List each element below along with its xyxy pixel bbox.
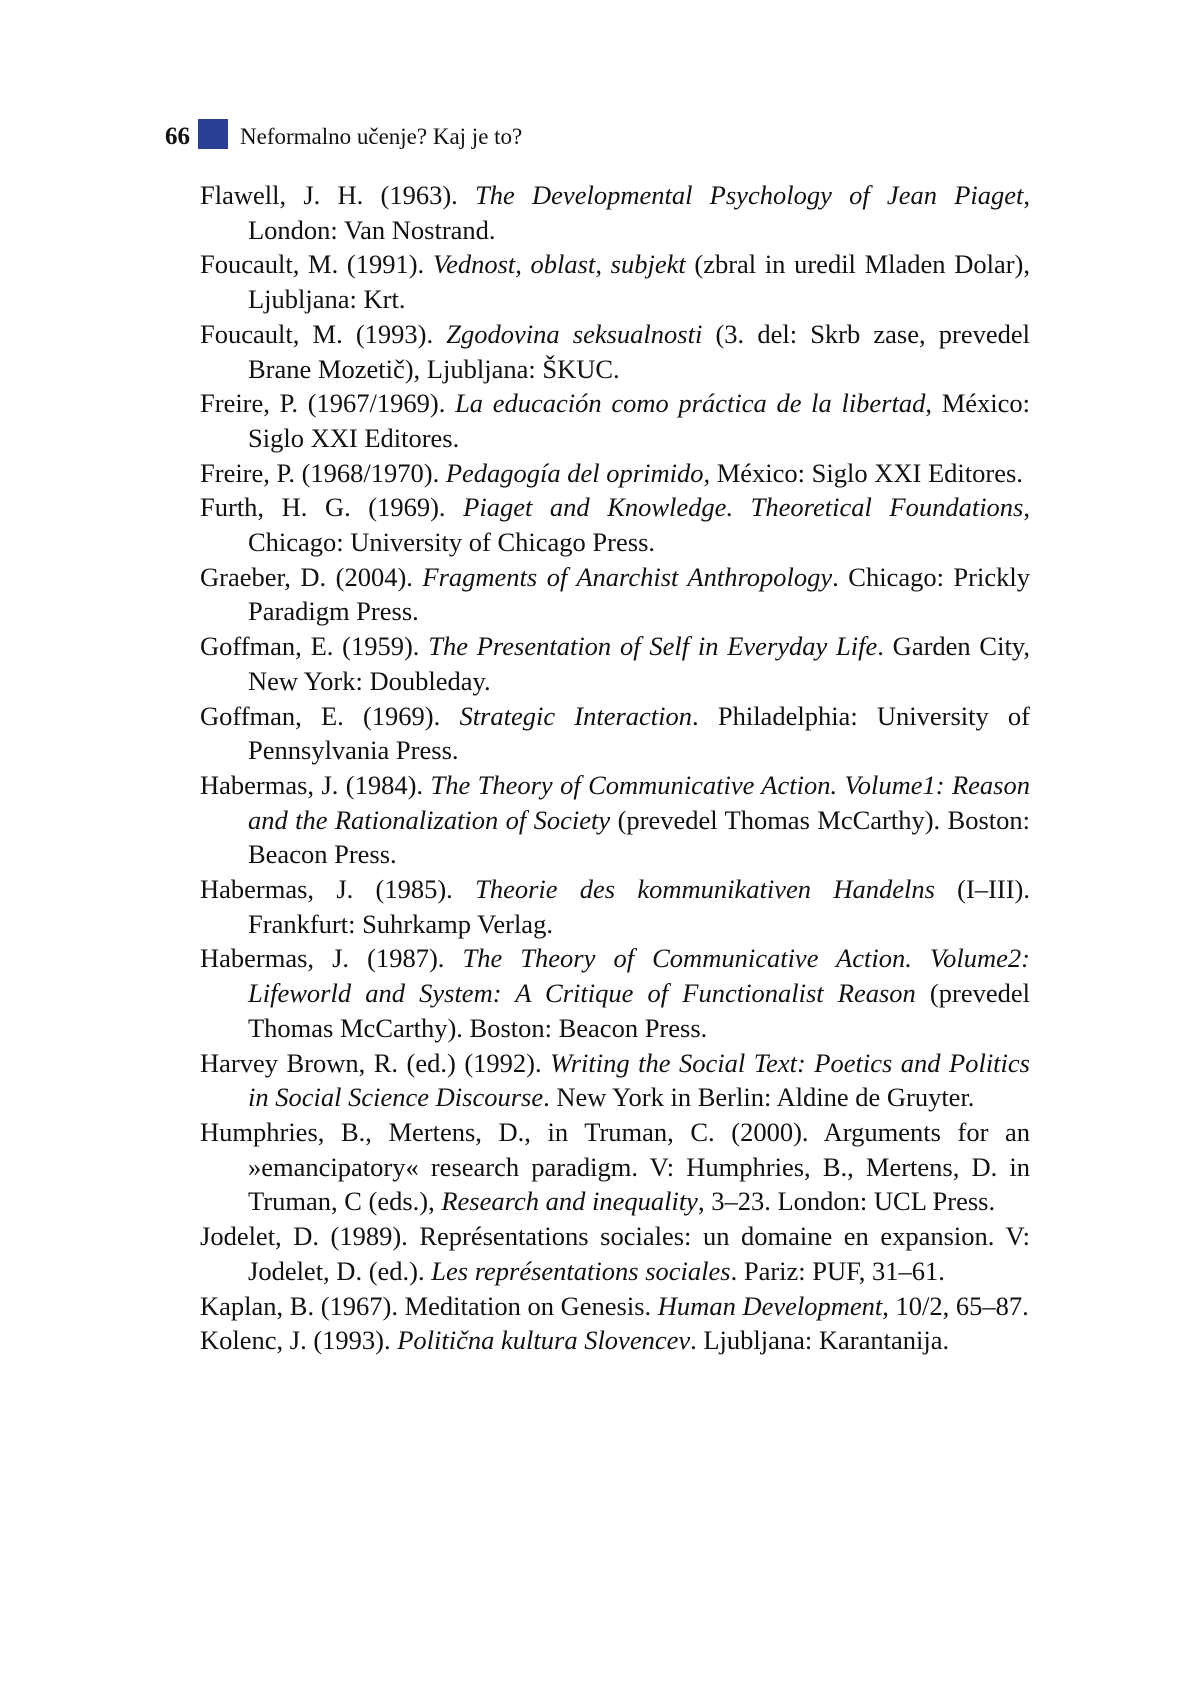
reference-entry: Habermas, J. (1984). The Theory of Communicative Action. Volume1: Reason and the Rationalization of Society (prevedel Thomas McCarthy). Boston: Beacon Press. bbox=[200, 769, 1030, 870]
reference-entry: Graeber, D. (2004). Fragments of Anarchist Anthropology. Chicago: Prickly Paradigm Press. bbox=[200, 561, 1030, 627]
reference-entry: Freire, P. (1967/1969). La educación como práctica de la libertad, México: Siglo XXI Editores. bbox=[200, 388, 1031, 453]
reference-entry: Kolenc, J. (1993). Politična kultura Slovencev. Ljubljana: Karantanija. bbox=[200, 1325, 950, 1356]
reference-entry: Goffman, E. (1969). Strategic Interaction. Philadelphia: University of Pennsylvania Press. bbox=[200, 700, 1030, 766]
reference-entry: Habermas, J. (1985). Theorie des kommunikativen Handelns (I–III). Frankfurt: Suhrkamp Verlag. bbox=[200, 874, 1031, 939]
reference-entry: Flawell, J. H. (1963). The Developmental Psychology of Jean Piaget, London: Van Nostrand. bbox=[200, 180, 1030, 245]
reference-entry: Habermas, J. (1987). The Theory of Communicative Action. Volume2: Lifeworld and System: A Critique of Functionalist Reason (prevedel Thomas McCarthy). Boston: Beacon Press. bbox=[200, 943, 1031, 1043]
reference-entry: Freire, P. (1968/1970). Pedagogía del oprimido, México: Siglo XXI Editores. bbox=[200, 457, 1023, 488]
reference-entry: Jodelet, D. (1989). Représentations sociales: un domaine en expansion. V: Jodelet, D. (ed.). Les représentations sociales. Pariz: PUF, 31–61. bbox=[200, 1221, 1030, 1286]
page-number: 66 bbox=[165, 123, 190, 150]
reference-entry: Harvey Brown, R. (ed.) (1992). Writing the Social Text: Poetics and Politics in Social Science Discourse. New York in Berlin: Aldine de Gruyter. bbox=[200, 1047, 1030, 1113]
reference-entry: Furth, H. G. (1969). Piaget and Knowledge. Theoretical Foundations, Chicago: University of Chicago Press. bbox=[200, 492, 1030, 558]
reference-entry: Humphries, B., Mertens, D., in Truman, C. (2000). Arguments for an »emancipatory« research paradigm. V: Humphries, B., Mertens, D. in Truman, C (eds.), Research and inequality, 3–23. London: UCL Press. bbox=[200, 1116, 1030, 1217]
reference-list bbox=[200, 178, 1030, 1358]
reference-entry: Foucault, M. (1993). Zgodovina seksualnosti (3. del: Skrb zase, prevedel Brane Mozetič), Ljubljana: ŠKUC. bbox=[200, 318, 1030, 384]
reference-entry: Foucault, M. (1991). Vednost, oblast, subjekt (zbral in uredil Mladen Dolar), Ljubljana: Krt. bbox=[200, 249, 1030, 315]
page-header bbox=[165, 120, 522, 154]
reference-entry: Kaplan, B. (1967). Meditation on Genesis. Human Development, 10/2, 65–87. bbox=[200, 1290, 1029, 1321]
running-title: Neformalno učenje? Kaj je to? bbox=[240, 124, 523, 149]
accent-square-icon bbox=[198, 119, 228, 149]
reference-entry: Goffman, E. (1959). The Presentation of Self in Everyday Life. Garden City, New York: Doubleday. bbox=[200, 631, 1030, 696]
